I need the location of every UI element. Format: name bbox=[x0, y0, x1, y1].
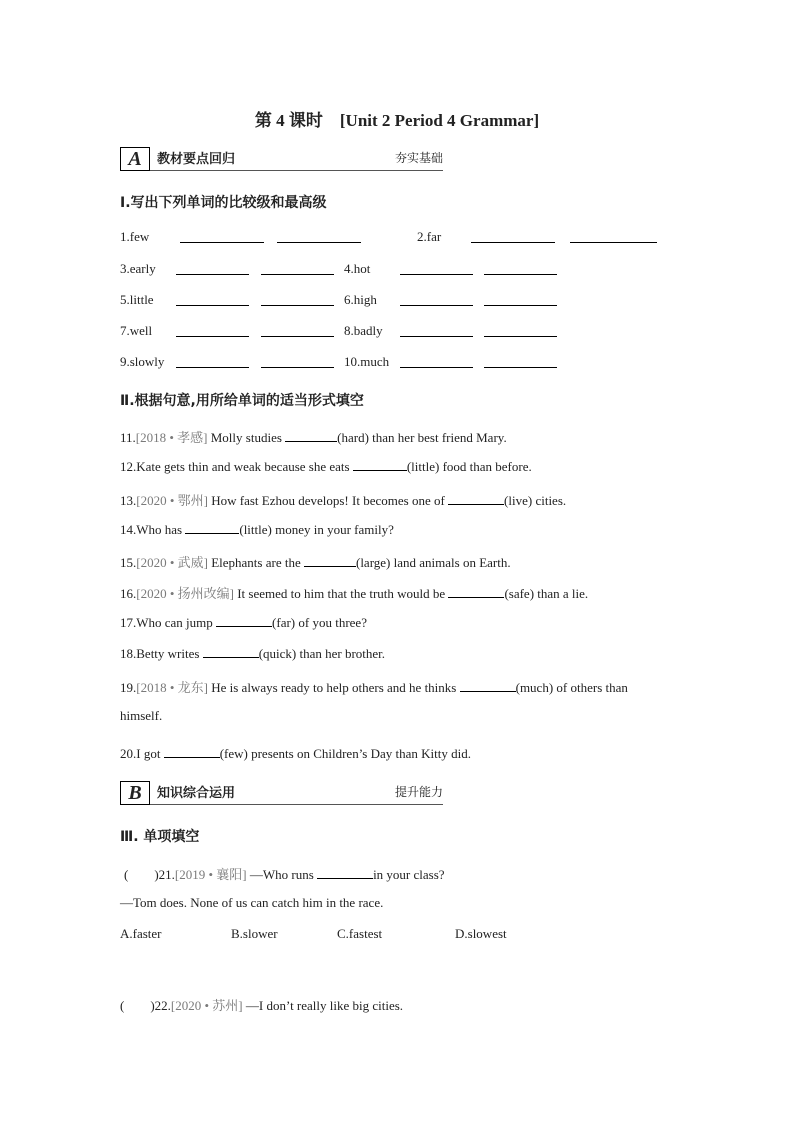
divider bbox=[150, 804, 443, 805]
answer-blank[interactable] bbox=[176, 262, 249, 280]
question-item: 16.[2020 • 扬州改编] It seemed to him that the truth would be (safe) than a lie. bbox=[120, 586, 589, 601]
source-tag: [2018 • 孝感] bbox=[135, 430, 208, 445]
answer-paren[interactable]: ( ) bbox=[120, 998, 155, 1013]
word-item: 1.few bbox=[120, 229, 150, 244]
option-a[interactable]: A.faster bbox=[120, 926, 162, 941]
band-title: 知识综合运用 bbox=[157, 786, 236, 801]
divider bbox=[150, 170, 443, 171]
source-tag: [2020 • 鄂州] bbox=[136, 493, 208, 508]
answer-blank[interactable] bbox=[261, 262, 334, 280]
word-item: 9.slowly bbox=[120, 354, 165, 369]
band-badge: B bbox=[120, 781, 150, 805]
answer-blank[interactable] bbox=[353, 458, 407, 471]
band-subtitle: 提升能力 bbox=[394, 785, 443, 799]
question-item: ( )22.[2020 • 苏州] —I don’t really like big cities. bbox=[120, 998, 404, 1013]
band-title: 教材要点回归 bbox=[157, 152, 236, 167]
word-item: 2.far bbox=[417, 229, 442, 244]
question-item: 17.Who can jump (far) of you three? bbox=[120, 615, 367, 630]
word-item: 10.much bbox=[344, 354, 390, 369]
answer-blank[interactable] bbox=[261, 324, 334, 342]
band-subtitle: 夯实基础 bbox=[394, 151, 443, 165]
answer-blank[interactable] bbox=[176, 324, 249, 342]
option-d[interactable]: D.slowest bbox=[455, 926, 507, 941]
answer-blank[interactable] bbox=[285, 429, 337, 442]
answer-blank[interactable] bbox=[400, 355, 473, 373]
answer-blank[interactable] bbox=[400, 262, 473, 280]
answer-blank[interactable] bbox=[277, 230, 361, 248]
answer-blank[interactable] bbox=[448, 492, 504, 505]
answer-blank[interactable] bbox=[304, 554, 356, 567]
source-tag: [2018 • 龙东] bbox=[136, 680, 208, 695]
answer-blank[interactable] bbox=[185, 521, 239, 534]
page-title: 第 4 课时 [Unit 2 Period 4 Grammar] bbox=[254, 111, 540, 130]
answer-blank[interactable] bbox=[261, 355, 334, 373]
question-item: 12.Kate gets thin and weak because she eats (little) food than before. bbox=[120, 459, 532, 474]
option-b[interactable]: B.slower bbox=[231, 926, 278, 941]
band-badge: A bbox=[120, 147, 150, 171]
answer-blank bbox=[317, 866, 373, 879]
source-tag: [2020 • 苏州] bbox=[170, 998, 243, 1013]
answer-blank[interactable] bbox=[484, 293, 557, 311]
question-item: 13.[2020 • 鄂州] How fast Ezhou develops! It becomes one of (live) cities. bbox=[120, 493, 567, 508]
section-3-heading: Ⅲ. 单项填空 bbox=[120, 829, 200, 845]
question-item: 20.I got (few) presents on Children’s Day than Kitty did. bbox=[120, 746, 471, 761]
word-item: 3.early bbox=[120, 261, 156, 276]
question-item: 11.[2018 • 孝感] Molly studies (hard) than her best friend Mary. bbox=[120, 430, 507, 445]
answer-blank[interactable] bbox=[448, 585, 504, 598]
section-band-a bbox=[120, 147, 443, 171]
answer-blank[interactable] bbox=[164, 745, 220, 758]
question-item: 19.[2018 • 龙东] He is always ready to help others and he thinks (much) of others than bbox=[120, 680, 628, 695]
question-item: 18.Betty writes (quick) than her brother. bbox=[120, 646, 386, 661]
answer-blank[interactable] bbox=[400, 324, 473, 342]
answer-paren[interactable]: ( ) bbox=[124, 867, 159, 882]
word-item: 5.little bbox=[120, 292, 154, 307]
answer-blank[interactable] bbox=[261, 293, 334, 311]
option-c[interactable]: C.fastest bbox=[337, 926, 383, 941]
question-item: ( )21.[2019 • 襄阳] —Who runs in your class? bbox=[124, 867, 445, 882]
word-item: 8.badly bbox=[344, 323, 383, 338]
answer-blank[interactable] bbox=[484, 262, 557, 280]
answer-blank[interactable] bbox=[176, 355, 249, 373]
word-item: 4.hot bbox=[344, 261, 371, 276]
section-1-heading: Ⅰ.写出下列单词的比较级和最高级 bbox=[120, 195, 327, 211]
question-item: 14.Who has (little) money in your family? bbox=[120, 522, 394, 537]
section-band-b bbox=[120, 781, 443, 805]
answer-blank[interactable] bbox=[460, 679, 516, 692]
question-item: 15.[2020 • 武威] Elephants are the (large) land animals on Earth. bbox=[120, 555, 511, 570]
answer-blank[interactable] bbox=[570, 230, 657, 248]
answer-blank[interactable] bbox=[180, 230, 264, 248]
word-item: 7.well bbox=[120, 323, 153, 338]
source-tag: [2020 • 武威] bbox=[136, 555, 208, 570]
answer-blank[interactable] bbox=[484, 324, 557, 342]
answer-blank[interactable] bbox=[484, 355, 557, 373]
answer-blank[interactable] bbox=[176, 293, 249, 311]
answer-blank[interactable] bbox=[400, 293, 473, 311]
answer-blank[interactable] bbox=[471, 230, 555, 248]
word-item: 6.high bbox=[344, 292, 377, 307]
answer-blank[interactable] bbox=[203, 645, 259, 658]
source-tag: [2020 • 扬州改编] bbox=[136, 586, 234, 601]
section-2-heading: Ⅱ.根据句意,用所给单词的适当形式填空 bbox=[120, 393, 364, 409]
answer-blank[interactable] bbox=[216, 614, 272, 627]
question-continuation: himself. bbox=[120, 708, 163, 723]
source-tag: [2019 • 襄阳] bbox=[174, 867, 247, 882]
dialog-line: —Tom does. None of us can catch him in the race. bbox=[120, 895, 384, 910]
